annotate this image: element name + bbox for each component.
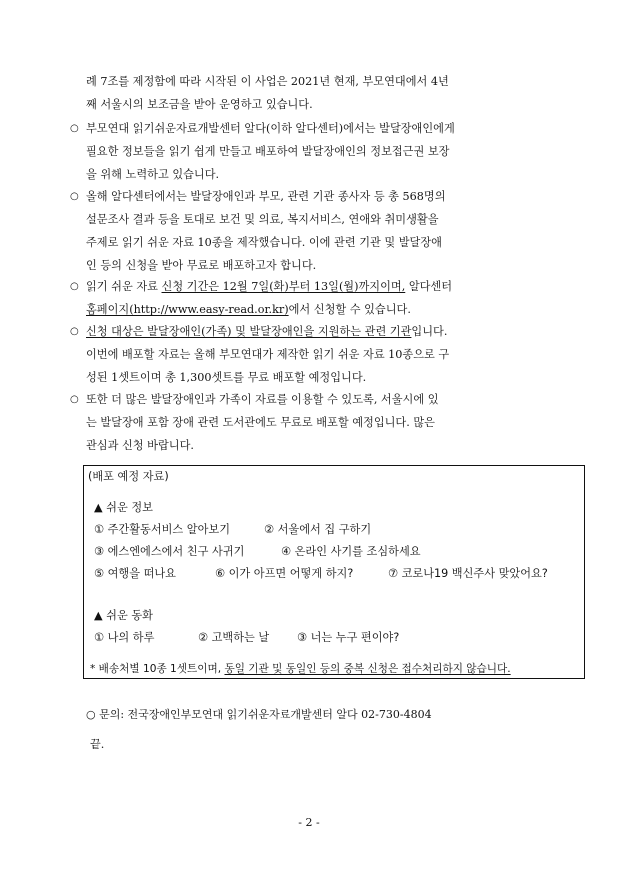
box-title: (배포 예정 자료) — [88, 470, 169, 483]
text-line: 주제로 읽기 쉬운 자료 10종을 제작했습니다. 이에 관련 기관 및 발달장애 — [86, 236, 442, 249]
text-line: 필요한 정보들을 읽기 쉽게 만들고 배포하여 발달장애인의 정보접근권 보장 — [86, 145, 450, 158]
bullet-mark: ○ — [70, 326, 79, 337]
text-line: 는 발달장애 포함 장애 관련 도서관에도 무료로 배포할 예정입니다. 많은 — [86, 416, 435, 429]
material-item: ① 나의 하루 — [94, 631, 155, 644]
text-span: 알다센터 — [405, 280, 453, 293]
section-heading-easy-stories: ▲ 쉬운 동화 — [94, 609, 153, 622]
text-line: 또한 더 많은 발달장애인과 가족이 자료를 이용할 수 있도록, 서울시에 있 — [86, 393, 439, 406]
text-line: 이번에 배포할 자료는 올해 부모연대가 제작한 읽기 쉬운 자료 10종으로 구 — [86, 348, 450, 361]
section-heading-easy-info: ▲ 쉬운 정보 — [94, 501, 153, 514]
bullet-mark: ○ — [70, 394, 79, 405]
material-item: ⑥ 이가 아프면 어떻게 하지? — [215, 567, 354, 580]
text-line: 성된 1셋트이며 총 1,300셋트를 무료 배포할 예정입니다. — [86, 371, 367, 384]
text-line: 부모연대 읽기쉬운자료개발센터 알다(이하 알다센터)에서는 발달장애인에게 — [86, 122, 455, 135]
text-line — [86, 275, 546, 298]
text-line: 째 서울시의 보조금을 받아 운영하고 있습니다. — [86, 98, 313, 111]
text-line: 을 위해 노력하고 있습니다. — [86, 168, 220, 181]
homepage-link[interactable]: 홈페이지(http://www.easy-read.or.kr) — [86, 303, 289, 316]
material-item: ④ 온라인 사기를 조심하세요 — [281, 545, 421, 558]
underlined-target: 신청 대상은 발달장애인(가족) 및 발달장애인을 지원하는 관련 기관 — [86, 325, 412, 338]
distribution-materials-box — [83, 465, 585, 679]
text-line — [86, 298, 546, 321]
paragraph-alda-center — [70, 117, 546, 186]
text-line: 관심과 신청 바랍니다. — [86, 439, 194, 452]
material-item: ③ 너는 누구 편이야? — [297, 631, 400, 644]
note-text: * 배송처별 10종 1셋트이며, — [90, 663, 225, 675]
text-line: 례 7조를 제정함에 따라 시작된 이 사업은 2021년 현재, 부모연대에서 4년 — [86, 75, 449, 88]
paragraph-survey — [70, 185, 546, 277]
bullet-mark: ○ — [70, 123, 79, 134]
material-item: ⑦ 코로나19 백신주사 맞았어요? — [388, 567, 548, 580]
end-mark: 끝. — [90, 738, 105, 751]
material-item: ① 주간활동서비스 알아보기 — [94, 523, 231, 536]
paragraph-library — [70, 388, 546, 457]
underlined-period: 신청 기간은 12월 7일(화)부터 13일(월)까지이며, — [161, 280, 406, 293]
text-line: 올해 알다센터에서는 발달장애인과 부모, 관련 기관 종사자 등 총 568명의 — [86, 190, 446, 203]
material-item: ③ 에스엔에스에서 친구 사귀기 — [94, 545, 245, 558]
material-item: ② 고백하는 날 — [198, 631, 270, 644]
text-line — [86, 320, 546, 343]
material-item: ② 서울에서 집 구하기 — [264, 523, 372, 536]
text-line: 인 등의 신청을 받아 무료로 배포하고자 합니다. — [86, 259, 317, 272]
text-line: 설문조사 결과 등을 토대로 보건 및 의료, 복지서비스, 연애와 취미생활을 — [86, 213, 439, 226]
text-span: 에서 신청할 수 있습니다. — [288, 303, 411, 316]
note-underlined: 동일 기관 및 동일인 등의 중복 신청은 접수처리하지 않습니다. — [224, 663, 511, 675]
text-span: 읽기 쉬운 자료 — [86, 280, 162, 293]
bullet-mark: ○ — [70, 281, 79, 292]
inquiry-line: ○ 문의: 전국장애인부모연대 읽기쉬운자료개발센터 알다 02-730-4804 — [86, 708, 432, 721]
paragraph-target — [70, 320, 546, 389]
page-number: - 2 - — [298, 816, 320, 829]
bullet-mark: ○ — [70, 191, 79, 202]
material-item: ⑤ 여행을 떠나요 — [94, 567, 176, 580]
box-note — [90, 661, 511, 676]
text-span: 입니다. — [411, 325, 448, 338]
paragraph-continuation — [86, 70, 546, 116]
paragraph-application-period — [70, 275, 546, 321]
